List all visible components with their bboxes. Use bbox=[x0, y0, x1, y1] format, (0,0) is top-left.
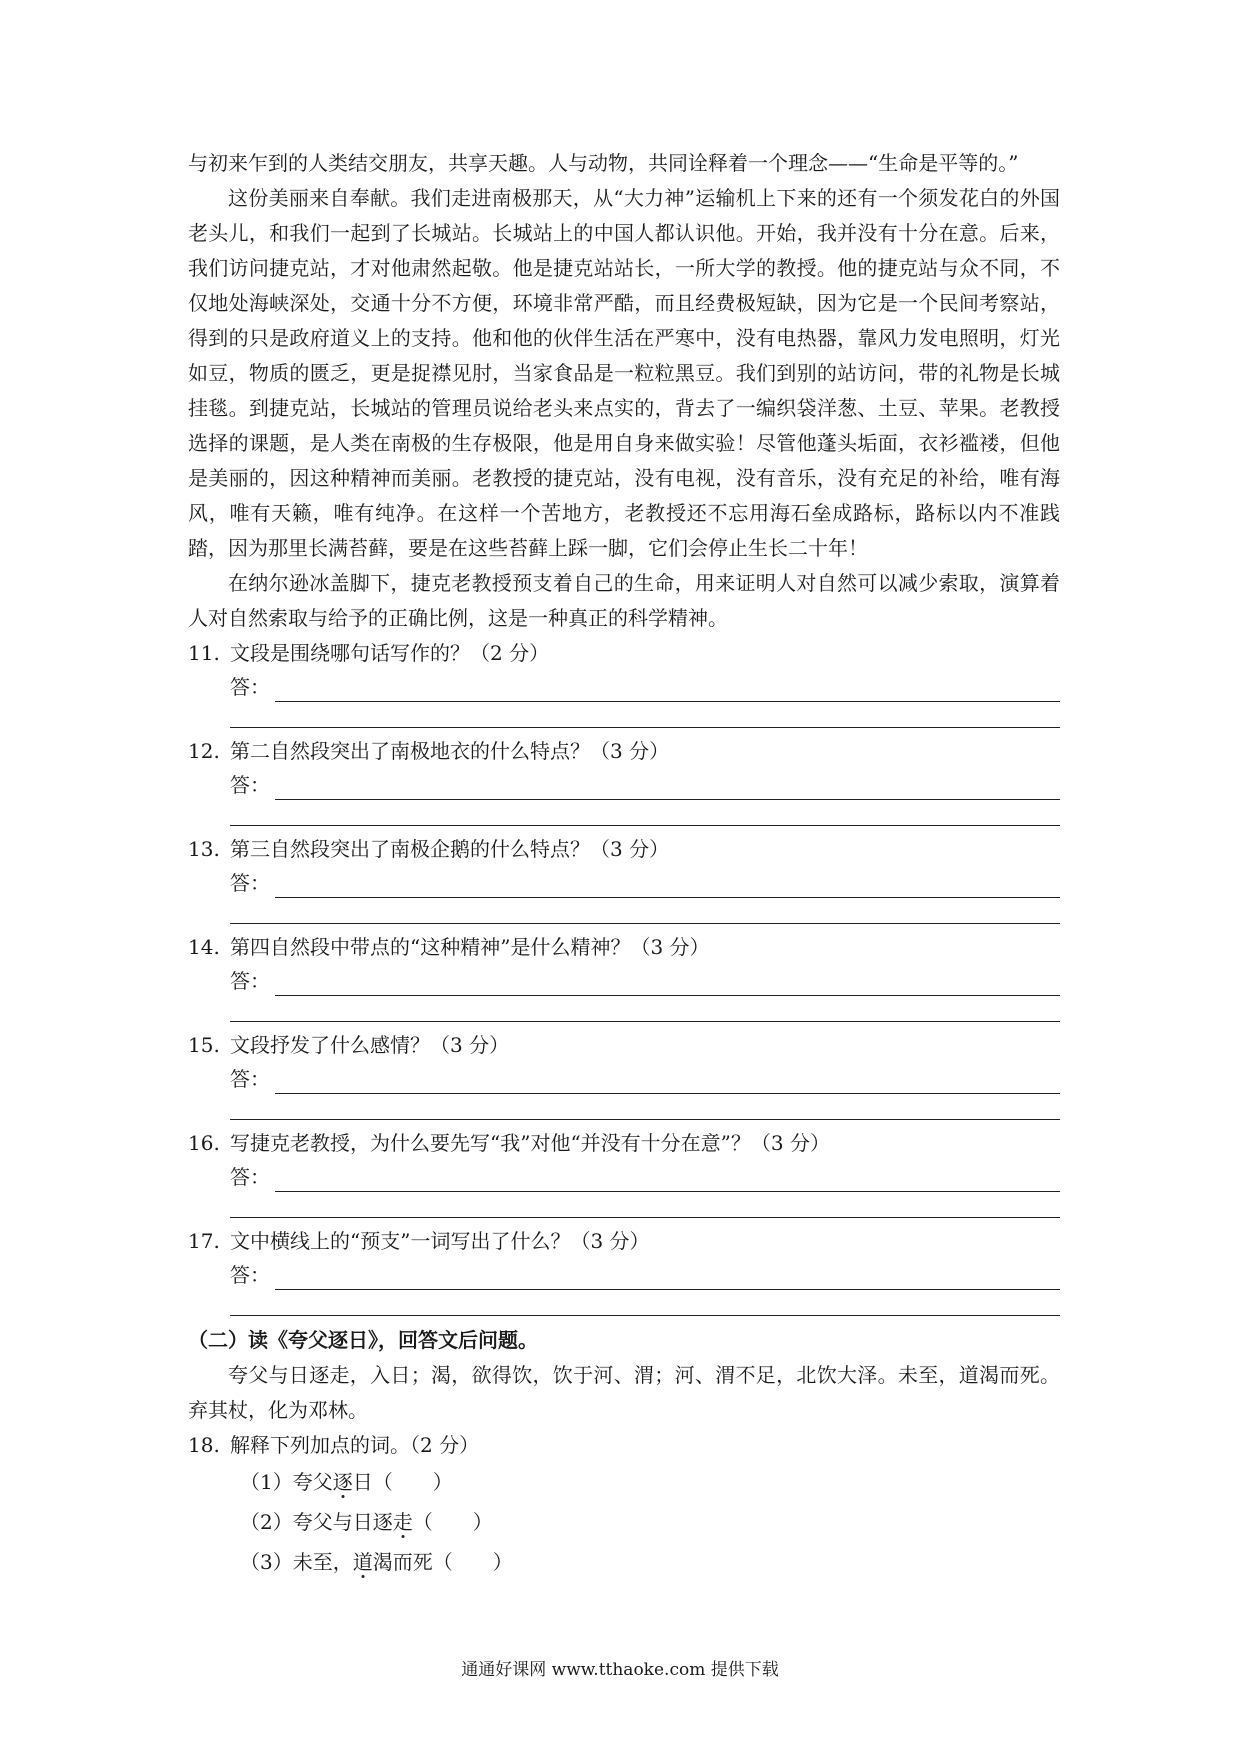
answer-line[interactable] bbox=[230, 727, 1060, 728]
question-number: 13. bbox=[188, 837, 220, 861]
answer-label: 答： bbox=[230, 675, 270, 699]
question-13 bbox=[188, 832, 1060, 930]
sub-item-blank[interactable]: 日（ ） bbox=[352, 1470, 453, 1494]
sub-item-1 bbox=[240, 1462, 1060, 1502]
question-number: 18. bbox=[188, 1433, 220, 1457]
question-16 bbox=[188, 1126, 1060, 1224]
answer-line[interactable] bbox=[275, 1289, 1060, 1290]
question-number: 11. bbox=[188, 641, 220, 665]
answer-label: 答： bbox=[230, 1263, 270, 1287]
question-number: 14. bbox=[188, 935, 220, 959]
answer-line[interactable] bbox=[275, 1191, 1060, 1192]
answer-line[interactable] bbox=[230, 1021, 1060, 1022]
question-text: 第四自然段中带点的“这种精神”是什么精神？（3 分） bbox=[230, 935, 710, 959]
question-text: 写捷克老教授，为什么要先写“我”对他“并没有十分在意”？（3 分） bbox=[230, 1131, 830, 1155]
question-17 bbox=[188, 1224, 1060, 1322]
answer-line[interactable] bbox=[275, 701, 1060, 702]
question-15 bbox=[188, 1028, 1060, 1126]
question-text: 解释下列加点的词。（2 分） bbox=[230, 1433, 480, 1457]
answer-label: 答： bbox=[230, 773, 270, 797]
question-12 bbox=[188, 734, 1060, 832]
question-text: 文段是围绕哪句话写作的？（2 分） bbox=[230, 641, 550, 665]
sub-item-text: （2）夸父与日逐 bbox=[240, 1510, 393, 1534]
section-2-text: 夸父与日逐走，入日；渴，欲得饮，饮于河、渭；河、渭不足，北饮大泽。未至，道渴而死。弃其杖，化为邓林。 bbox=[188, 1363, 1060, 1422]
dotted-word: 道 bbox=[352, 1550, 373, 1574]
answer-line[interactable] bbox=[230, 923, 1060, 924]
sub-item-text: （3）未至， bbox=[240, 1550, 353, 1574]
passage-paragraph-1: 与初来乍到的人类结交朋友，共享天趣。人与动物，共同诠释着一个理念——“生命是平等的。” bbox=[188, 151, 1019, 175]
passage-paragraph-2: 这份美丽来自奉献。我们走进南极那天，从“大力神”运输机上下来的还有一个须发花白的外国老头儿，和我们一起到了长城站。长城站上的中国人都认识他。开始，我并没有十分在意。后来，我们访问捷克站，才对他肃然起敬。他是捷克站站长，一所大学的教授。他的捷克站与众不同，不仅地处海峡深处，交通十分不方便，环境非常严酷，而且经费极短缺，因为它是一个民间考察站，得到的只是政府道义上的支持。他和他的伙伴生活在严寒中，没有电热器，靠风力发电照明，灯光如豆，物质的匮乏，更是捉襟见肘，当家食品是一粒粒黑豆。我们到别的站访问，带的礼物是长城挂毯。到捷克站，长城站的管理员说给老头来点实的，背去了一编织袋洋葱、土豆、苹果。老教授选择的课题，是人类在南极的生存极限，他是用自身来做实验！尽管他蓬头垢面，衣衫褴褛，但他是美丽的，因这种精神而美丽。老教授的捷克站，没有电视，没有音乐，没有充足的补给，唯有海风，唯有天籁，唯有纯净。在这样一个苦地方，老教授还不忘用海石垒成路标，路标以内不准践踏，因为那里长满苔藓，要是在这些苔藓上踩一脚，它们会停止生长二十年！ bbox=[188, 186, 1060, 560]
question-number: 15. bbox=[188, 1033, 220, 1057]
sub-item-2 bbox=[240, 1502, 1060, 1542]
question-text: 第三自然段突出了南极企鹅的什么特点？（3 分） bbox=[230, 837, 670, 861]
question-number: 12. bbox=[188, 739, 220, 763]
answer-line[interactable] bbox=[275, 995, 1060, 996]
question-text: 文中横线上的“预支”一词写出了什么？（3 分） bbox=[230, 1229, 650, 1253]
question-text: 第二自然段突出了南极地衣的什么特点？（3 分） bbox=[230, 739, 670, 763]
question-14 bbox=[188, 930, 1060, 1028]
question-number: 17. bbox=[188, 1229, 220, 1253]
dotted-word: 逐 bbox=[332, 1470, 353, 1494]
answer-line[interactable] bbox=[230, 1315, 1060, 1316]
passage-paragraph-3: 在纳尔逊冰盖脚下，捷克老教授预支着自己的生命，用来证明人对自然可以减少索取，演算着人对自然索取与给予的正确比例，这是一种真正的科学精神。 bbox=[188, 571, 1060, 630]
answer-line[interactable] bbox=[275, 1093, 1060, 1094]
answer-line[interactable] bbox=[275, 799, 1060, 800]
sub-item-text: （1）夸父 bbox=[240, 1470, 333, 1494]
question-11 bbox=[188, 636, 1060, 734]
dotted-word: 走 bbox=[392, 1510, 413, 1534]
answer-line[interactable] bbox=[230, 1217, 1060, 1218]
question-18 bbox=[188, 1428, 1060, 1462]
section-2-heading: （二）读《夸父逐日》，回答文后问题。 bbox=[188, 1328, 538, 1352]
answer-label: 答： bbox=[230, 969, 270, 993]
answer-label: 答： bbox=[230, 871, 270, 895]
exam-page bbox=[188, 146, 1060, 1582]
sub-item-blank[interactable]: 渴而死（ ） bbox=[372, 1550, 513, 1574]
question-list bbox=[188, 636, 1060, 1322]
question-number: 16. bbox=[188, 1131, 220, 1155]
answer-label: 答： bbox=[230, 1165, 270, 1189]
answer-line[interactable] bbox=[230, 825, 1060, 826]
answer-label: 答： bbox=[230, 1067, 270, 1091]
answer-line[interactable] bbox=[230, 1119, 1060, 1120]
sub-item-3 bbox=[240, 1542, 1060, 1582]
page-footer: 通通好课网 www.tthaoke.com 提供下载 bbox=[461, 1660, 779, 1680]
answer-line[interactable] bbox=[275, 897, 1060, 898]
question-text: 文段抒发了什么感情？（3 分） bbox=[230, 1033, 510, 1057]
sub-item-blank[interactable]: （ ） bbox=[412, 1510, 493, 1534]
